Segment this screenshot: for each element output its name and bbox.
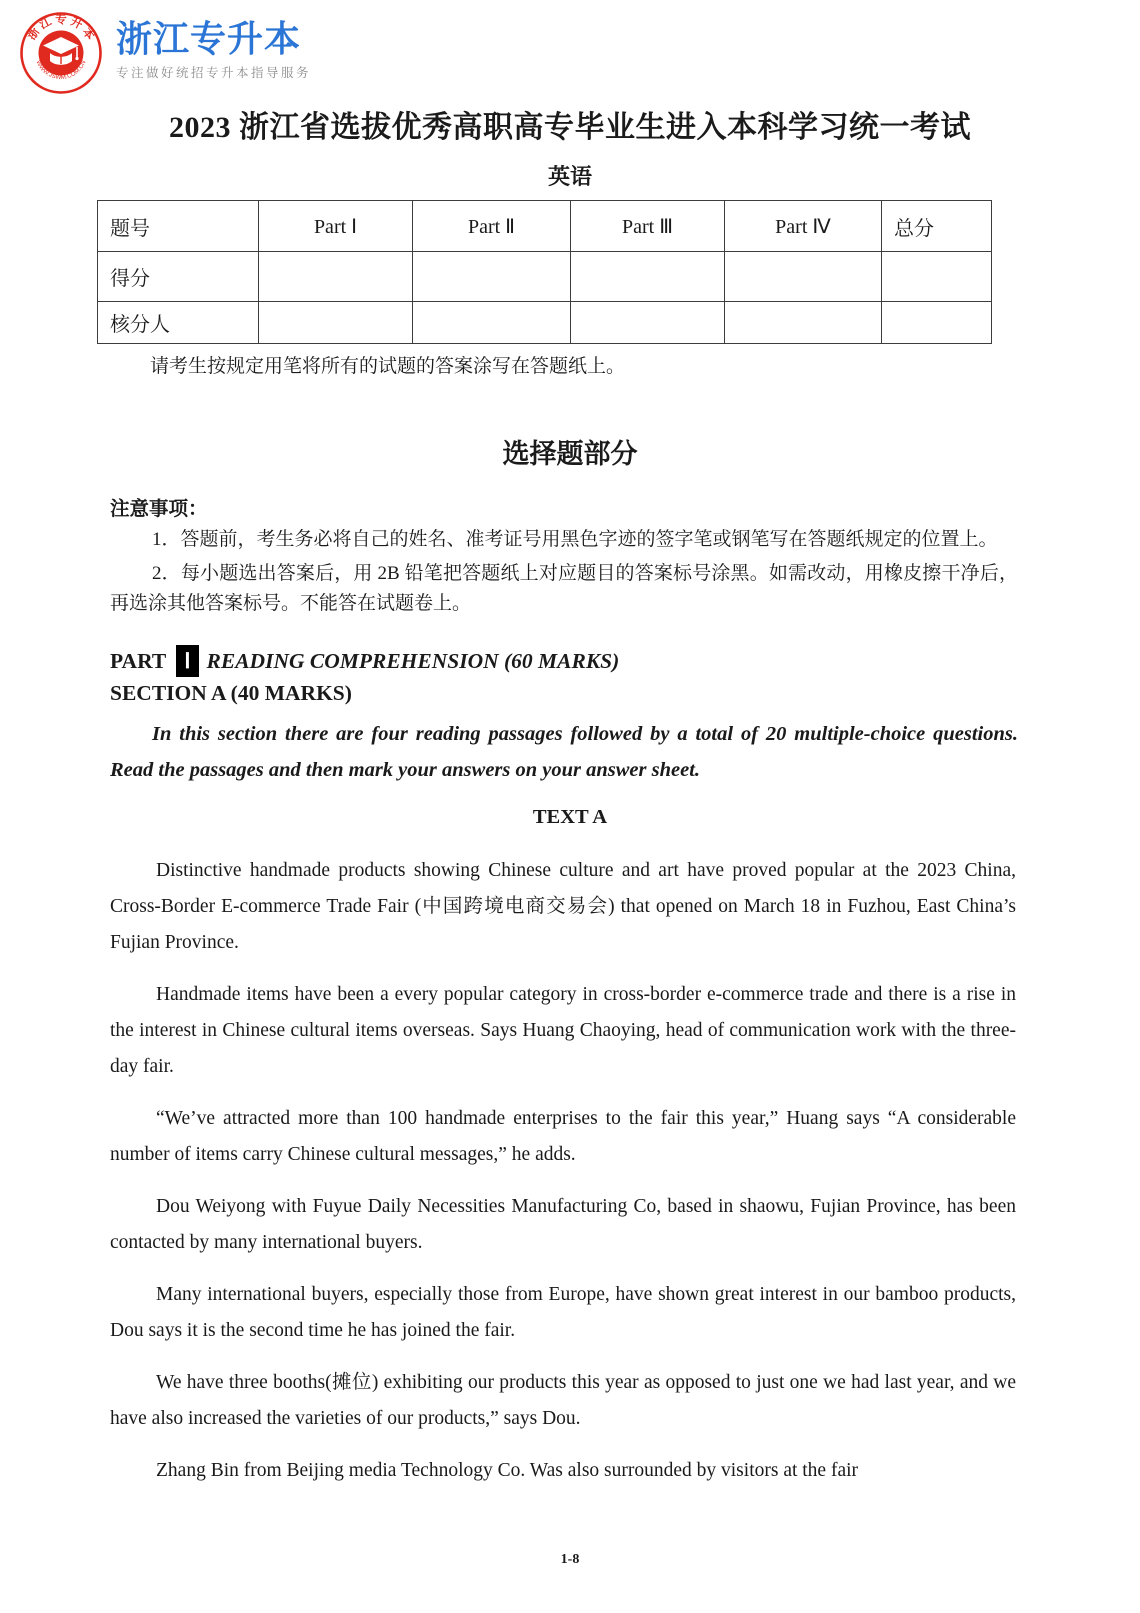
score-cell — [413, 252, 571, 302]
note-item-2: 2．每小题选出答案后，用 2B 铅笔把答题纸上对应题目的答案标号涂黑。如需改动，用橡皮擦干净后，再选涂其他答案标号。不能答在试题卷上。 — [110, 563, 1018, 614]
part1-title: READING COMPREHENSION (60 MARKS) — [206, 649, 620, 673]
exam-title: 2023 浙江省选拔优秀高职高专毕业生进入本科学习统一考试 — [169, 111, 971, 144]
brand-name: 浙江专升本 — [116, 18, 302, 59]
col-header-part2: Part Ⅱ — [413, 201, 571, 252]
passage-paragraph-7: Zhang Bin from Beijing media Technology Co. Was also surrounded by visitors at the fair — [156, 1460, 859, 1481]
seal-arc-top-text: 浙 江 专 升 本 — [25, 13, 97, 43]
brand-text-block — [116, 12, 311, 81]
page-number: 1-8 — [560, 1552, 580, 1567]
brand-tagline: 专注做好统招专升本指导服务 — [116, 66, 312, 80]
score-table-header-row — [98, 201, 992, 252]
score-cell — [259, 252, 413, 302]
score-cell — [882, 252, 992, 302]
passage-paragraph-6: We have three booths(摊位) exhibiting our products this year as opposed to just one we had last year, and we have also increased the varieties of our products,” says Dou. — [110, 1372, 1016, 1429]
score-cell — [413, 302, 571, 344]
text-a-passage — [0, 853, 1140, 1489]
section-a-instructions: In this section there are four reading passages followed by a total of 20 multiple-choice questions. Read the passages and then mark your answers on your answer sheet. — [110, 723, 1018, 781]
part1-roman-numeral: Ⅰ — [176, 645, 198, 677]
text-a-label: TEXT A — [532, 806, 608, 828]
row-label-checker: 核分人 — [98, 302, 259, 344]
score-table — [97, 200, 992, 344]
note-item-1: 1．答题前，考生务必将自己的姓名、准考证号用黑色字迹的签字笔或钢笔写在答题纸规定的位置上。 — [152, 529, 998, 550]
passage-paragraph-5: Many international buyers, especially those from Europe, have shown great interest in our bamboo products, Dou says it is the second time he has joined the fair. — [110, 1284, 1016, 1341]
score-cell — [725, 252, 882, 302]
score-table-wrap — [0, 200, 1140, 344]
score-cell — [571, 252, 725, 302]
score-cell — [259, 302, 413, 344]
section-a-heading: SECTION A (40 MARKS) — [110, 681, 352, 705]
score-cell — [571, 302, 725, 344]
col-header-part4: Part Ⅳ — [725, 201, 882, 252]
school-seal-icon — [20, 12, 102, 94]
exam-subject: 英语 — [547, 164, 592, 189]
col-header-total: 总分 — [882, 201, 992, 252]
score-cell — [882, 302, 992, 344]
passage-paragraph-3: “We’ve attracted more than 100 handmade enterprises to the fair this year,” Huang says “A considerable number of items carry Chinese cultural messages,” he adds. — [110, 1108, 1016, 1165]
checker-row — [98, 302, 992, 344]
brand-header — [0, 0, 1140, 100]
row-label-score: 得分 — [98, 252, 259, 302]
passage-paragraph-2: Handmade items have been a every popular category in cross-border e-commerce trade and there is a rise in the interest in Chinese cultural items overseas. Says Huang Chaoying, head of communication work with the three-day fair. — [110, 984, 1016, 1077]
col-header-part3: Part Ⅲ — [571, 201, 725, 252]
part1-prefix: PART — [110, 649, 167, 673]
notes-title: 注意事项： — [110, 499, 208, 520]
score-row — [98, 252, 992, 302]
passage-paragraph-1: Distinctive handmade products showing Chinese culture and art have proved popular at the 2023 China, Cross-Border E-commerce Trade Fair (中国跨境电商交易会) that opened on March 18 in Fuzhou, East China’s Fujian Province. — [110, 860, 1016, 953]
choice-section-heading: 选择题部分 — [502, 439, 638, 469]
passage-paragraph-4: Dou Weiyong with Fuyue Daily Necessities Manufacturing Co, based in shaowu, Fujian Province, has been contacted by many international buyers. — [110, 1196, 1016, 1253]
score-cell — [725, 302, 882, 344]
seal-arc-bottom-text: WWW.JSWM.COM.CN — [34, 59, 88, 82]
part1-heading — [110, 645, 1140, 677]
col-header-part1: Part Ⅰ — [259, 201, 413, 252]
answer-sheet-notice: 请考生按规定用笔将所有的试题的答案涂写在答题纸上。 — [150, 356, 626, 377]
col-header-question-number: 题号 — [98, 201, 259, 252]
